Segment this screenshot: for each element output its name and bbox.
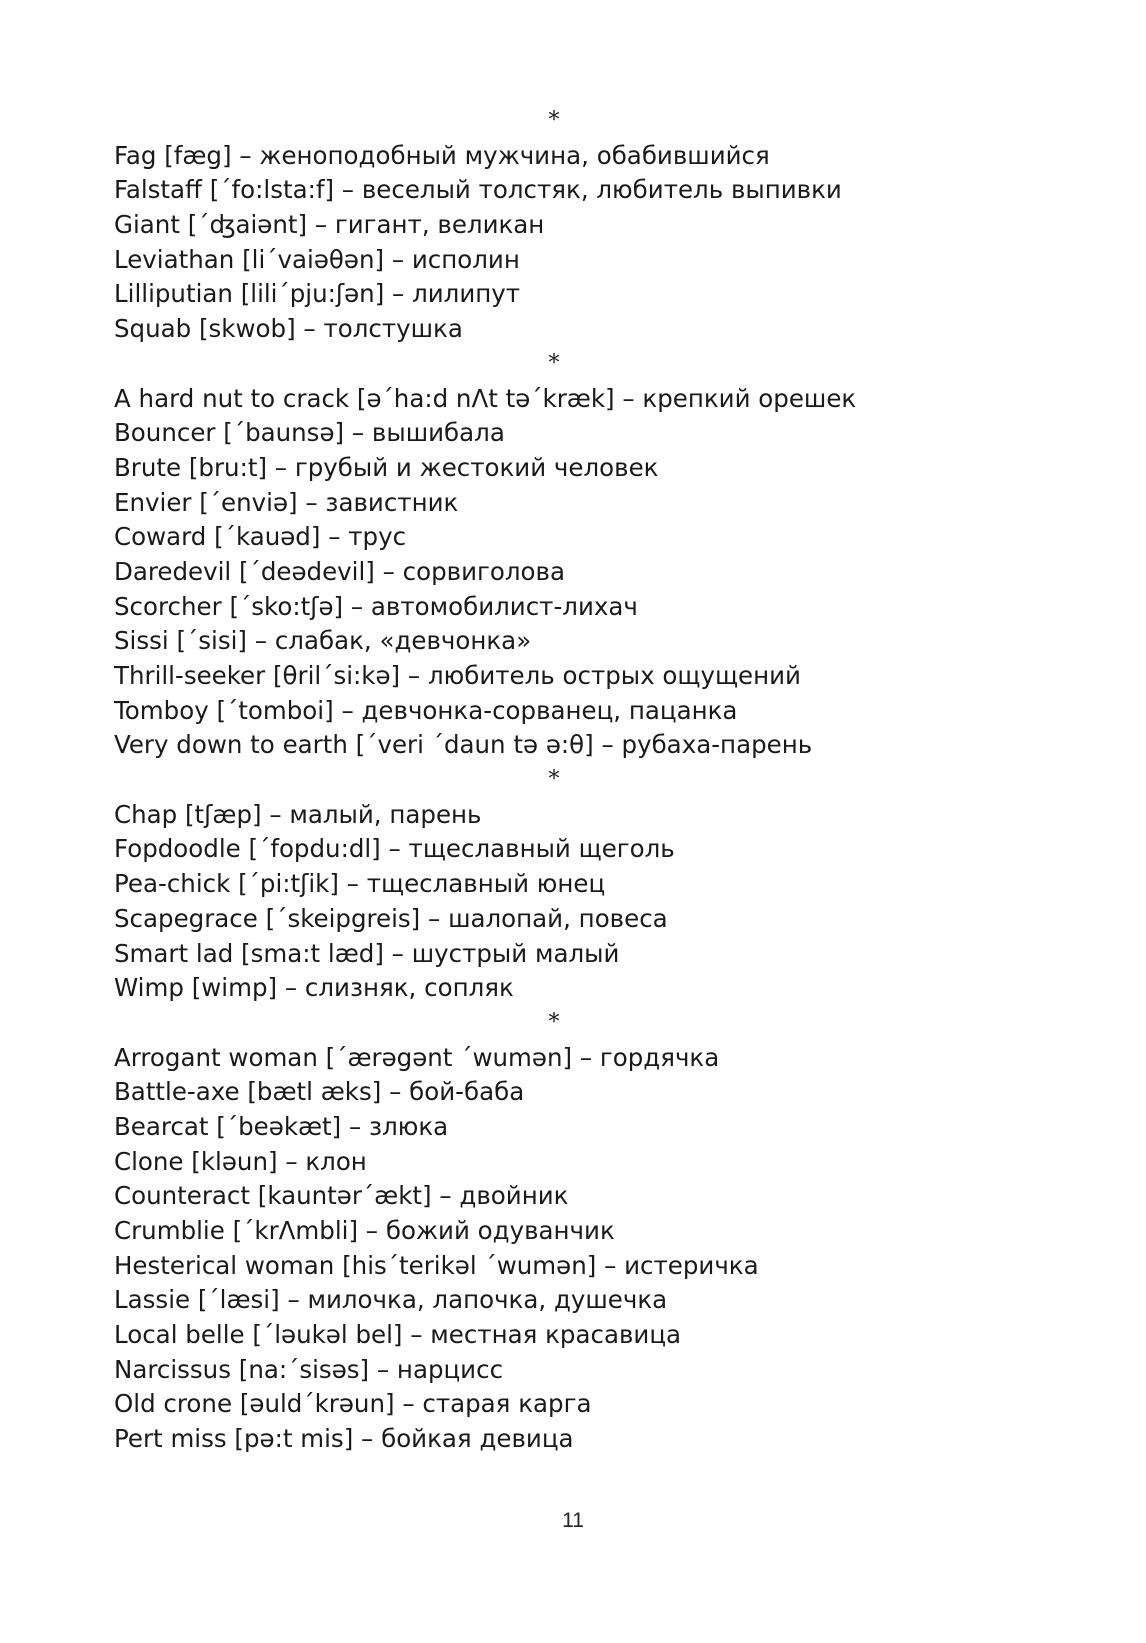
glossary-entry: Lilliputian [lili΄pju:ʃən] – лилипут [114,279,521,309]
glossary-entry: Falstaff [΄fo:lsta:f] – веселый толстяк, любитель выпивки [114,175,842,205]
section-separator: * [548,350,560,376]
glossary-entry: Bouncer [΄baunsə] – вышибала [114,418,505,448]
glossary-entry: Coward [΄kauəd] – трус [114,522,407,552]
glossary-entry: Scorcher [΄sko:tʃə] – автомобилист-лихач [114,591,638,621]
page-number: 11 [562,1509,584,1532]
glossary-entry: Counteract [kauntər΄ækt] – двойник [114,1181,569,1211]
glossary-entry: Old crone [əuld΄krəun] – старая карга [114,1389,592,1419]
glossary-entry: Fopdoodle [΄fopdu:dl] – тщеславный щеголь [114,834,675,864]
glossary-content [114,104,994,1457]
glossary-entry: Daredevil [΄deədevil] – сорвиголова [114,556,565,586]
glossary-entry: Crumblie [΄krΛmbli] – божий одуванчик [114,1216,615,1245]
glossary-entry: Pert miss [pə:t mis] – бойкая девица [114,1424,574,1454]
glossary-entry: Brute [bru:t] – грубый и жестокий человек [114,452,659,482]
glossary-entry: A hard nut to crack [ə΄ha:d nΛt tə΄kræk] – крепкий орешек [114,383,857,413]
glossary-section [114,347,994,763]
glossary-entry: Squab [skwob] – толстушка [114,314,463,344]
glossary-entry: Wimp [wimp] – слизняк, сопляк [114,973,514,1003]
glossary-entry: Hesterical woman [his΄terikəl ΄wumən] – истеричка [114,1250,759,1280]
glossary-entry: Bearcat [΄beəkæt] – злюка [114,1111,449,1141]
glossary-entry: Envier [΄enviə] – завистник [114,487,459,517]
glossary-entry: Chap [tʃæp] – малый, парень [114,799,482,829]
glossary-entry: Tomboy [΄tomboi] – девчонка-сорванец, пацанка [114,695,738,725]
glossary-entry: Leviathan [li΄vaiəθən] – исполин [114,244,520,274]
glossary-entry: Battle-axe [bætl æks] – бой-баба [114,1077,525,1107]
glossary-section [114,104,994,347]
glossary-entry: Very down to earth [΄veri ΄daun tə ə:θ] – рубаха-парень [114,730,813,760]
glossary-entry: Pea-chick [΄pi:tʃik] – тщеславный юнец [114,869,606,899]
glossary-section [114,1006,994,1457]
glossary-entry: Sissi [΄sisi] – слабак, «девчонка» [114,626,532,656]
glossary-entry: Giant [΄ʤaiənt] – гигант, великан [114,210,545,240]
glossary-section [114,763,994,1006]
glossary-entry: Local belle [΄ləukəl bel] – местная красавица [114,1320,682,1350]
glossary-entry: Clone [kləun] – клон [114,1146,367,1176]
glossary-entry: Smart lad [sma:t læd] – шустрый малый [114,938,620,968]
glossary-entry: Narcissus [na:΄sisəs] – нарцисс [114,1354,504,1384]
section-separator: * [548,108,560,133]
glossary-entry: Arrogant woman [΄ærəgənt ΄wumən] – гордячка [114,1042,720,1072]
section-separator: * [548,1009,560,1035]
glossary-entry: Scapegrace [΄skeipgreis] – шалопай, повеса [114,903,668,933]
section-separator: * [548,767,560,793]
glossary-entry: Lassie [΄læsi] – милочка, лапочка, душечка [114,1285,668,1315]
glossary-entry: Thrill-seeker [θril΄si:kə] – любитель острых ощущений [114,661,801,690]
glossary-entry: Fag [fæg] – женоподобный мужчина, обабившийся [114,140,770,170]
